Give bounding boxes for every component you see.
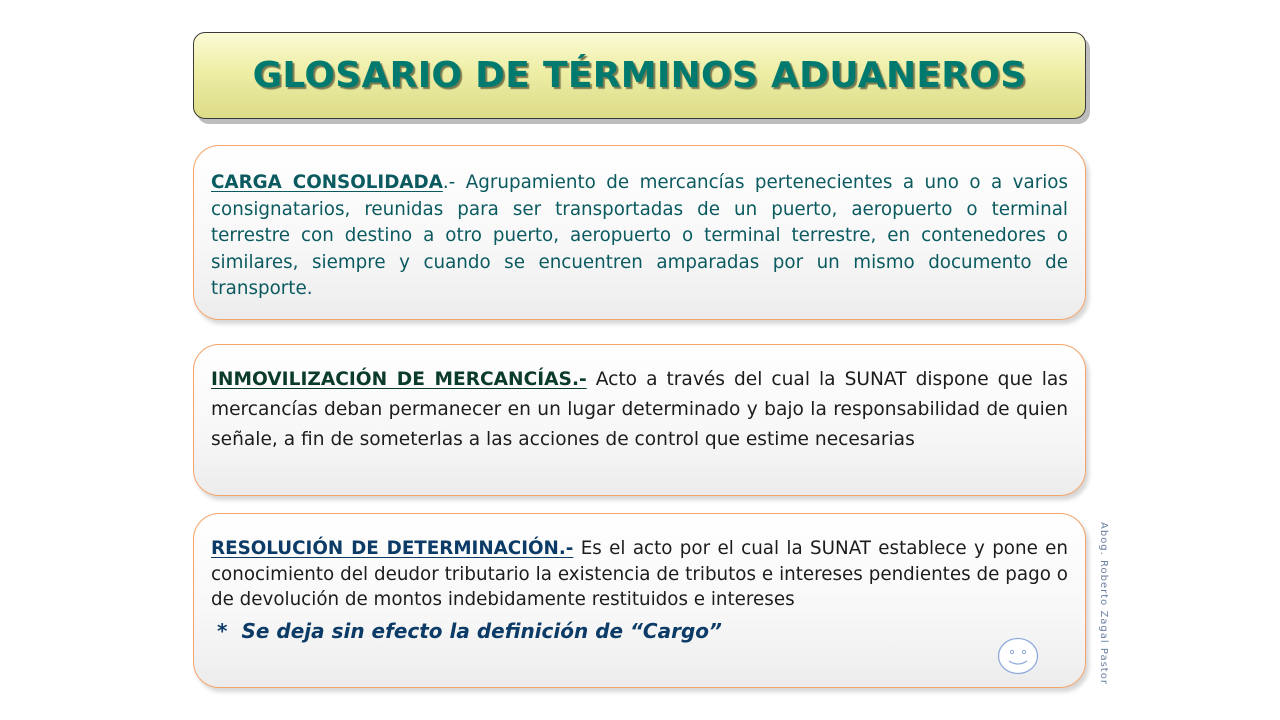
note-line (217, 619, 1068, 643)
glossary-term: RESOLUCIÓN DE DETERMINACIÓN.- (211, 538, 574, 559)
author-credit: Abog. Roberto Zagal Pastor (1098, 522, 1109, 685)
glossary-definition: Agrupamiento de mercancías pertenecientes a uno o a varios consignatarios, reunidas para ser transportadas de un puerto, aeropuerto o terminal terrestre con destino a otro puerto, aeropuerto o terminal terrestre, en contenedores o similares, siempre y cuando se encuentren amparadas por un mismo documento de transporte. (211, 172, 1068, 299)
glossary-card-resolucion (193, 513, 1086, 688)
glossary-entry-text (211, 365, 1068, 455)
glossary-definition: Acto a través del cual la SUNAT dispone que las mercancías deban permanecer en un lugar determinado y bajo la responsabilidad de quien señale, a fin de someterlas a las acciones de control que estime necesarias (211, 369, 1068, 450)
note-marker: * (217, 618, 228, 643)
page-title: GLOSARIO DE TÉRMINOS ADUANEROS (252, 55, 1027, 96)
title-banner (193, 32, 1086, 119)
note-text: Se deja sin efecto la definición de “Cargo” (241, 618, 722, 643)
glossary-card-carga-consolidada (193, 145, 1086, 320)
smiley-face-icon (997, 637, 1039, 675)
glossary-term: INMOVILIZACIÓN DE MERCANCÍAS.- (211, 369, 587, 390)
glossary-card-inmovilizacion (193, 344, 1086, 496)
glossary-term: CARGA CONSOLIDADA (211, 172, 443, 193)
glossary-entry-text (211, 536, 1068, 613)
term-separator: .- (442, 172, 456, 193)
glossary-definition: Es el acto por el cual la SUNAT establece y pone en conocimiento del deudor tributario la existencia de tributos e intereses pendientes de pago o de devolución de montos indebidamente restituidos e intereses (211, 538, 1069, 610)
glossary-entry-text (211, 170, 1068, 303)
